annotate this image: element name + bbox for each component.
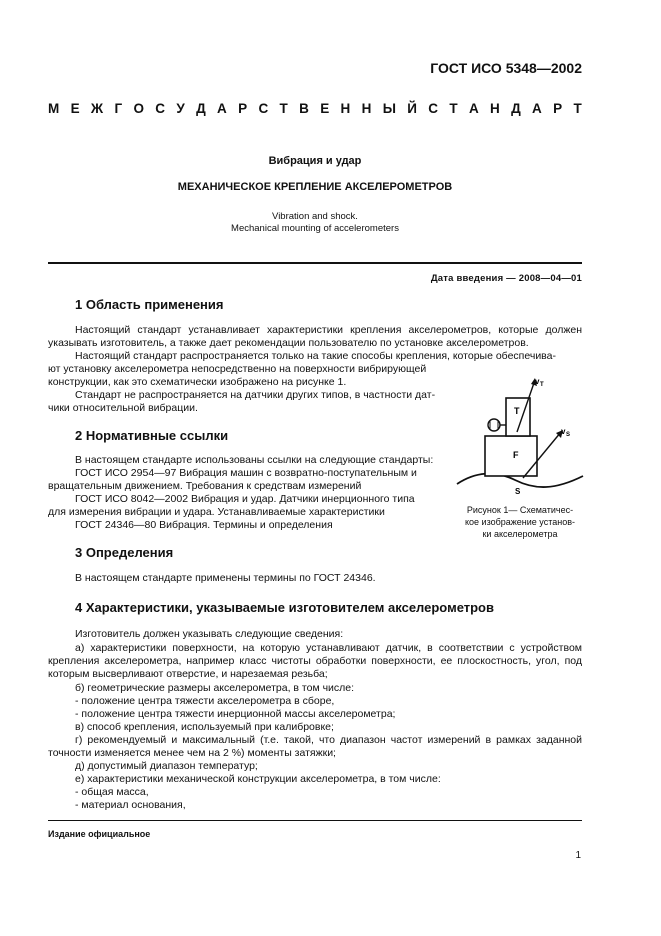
section3-line1: В настоящем стандарте применены термины по ГОСТ 24346. — [75, 572, 376, 584]
official-edition-note: Издание официальное — [48, 829, 151, 839]
interstate-letter: Г — [114, 101, 123, 116]
figure-caption-line1: Рисунок 1— Схематичес- — [466, 505, 574, 515]
label-vT-sub: T — [540, 382, 544, 388]
section2-line4: ГОСТ ИСО 8042—2002 Вибрация и удар. Датчики инерционного типа — [75, 493, 415, 505]
figure-caption-line2: кое изображение установ- — [465, 517, 575, 527]
section1-para1: Настоящий стандарт устанавливает характеристики крепления акселерометров, которые должен указывать изготовитель, а также дает рекомендации пользователю по установке акселерометров. — [48, 324, 582, 350]
interstate-letter: О — [133, 101, 144, 116]
top-divider — [48, 262, 582, 264]
interstate-letter: Ж — [90, 101, 104, 116]
page-number: 1 — [575, 850, 581, 861]
section1-para2-line2: ют установку акселерометра непосредственно на поверхности вибрирующей — [48, 363, 427, 375]
bottom-divider — [48, 820, 582, 821]
section1-para3-line1: Стандарт не распространяется на датчики других типов, в частности дат- — [75, 389, 436, 401]
section4-item-b1: - положение центра тяжести акселерометра в сборе, — [75, 695, 335, 707]
interstate-letter: М — [48, 101, 60, 116]
section4-item-a: а) характеристики поверхности, на которую устанавливают датчик, в соответствии с устройством крепления акселерометра, например класс чистоты обработки поверхности, ее плоскостность, угол, под которым высверливают отверстие, и нарезаемая резьба; — [48, 642, 582, 681]
figure-caption-line3: ки акселерометра — [482, 529, 558, 539]
label-vS: v — [561, 427, 566, 436]
section2-line1: В настоящем стандарте использованы ссылки на следующие стандарты: — [75, 454, 434, 466]
interstate-letter: Н — [361, 101, 372, 116]
section4-item-b: б) геометрические размеры акселерометра, в том числе: — [75, 682, 355, 694]
section1-heading: 1 Область применения — [75, 297, 224, 312]
section2-line6: ГОСТ 24346—80 Вибрация. Термины и определения — [75, 519, 333, 531]
section2-line5: для измерения вибрации и удара. Устанавливаемые характеристики — [48, 506, 385, 518]
interstate-letter: Т — [449, 101, 458, 116]
section2-heading: 2 Нормативные ссылки — [75, 428, 229, 443]
interstate-letter: С — [258, 101, 269, 116]
section4-item-f2: - материал основания, — [75, 799, 186, 811]
interstate-letter: Д — [196, 101, 206, 116]
section3-heading: 3 Определения — [75, 545, 174, 560]
label-vT: v — [535, 377, 540, 386]
standard-subject: Вибрация и удар — [268, 155, 362, 167]
interstate-letter: С — [155, 101, 166, 116]
interstate-standard-heading — [48, 101, 582, 116]
label-S: S — [515, 487, 521, 496]
interstate-letter: Е — [320, 101, 330, 116]
section2-line3: вращательным движением. Требования к средствам измерений — [48, 480, 362, 492]
interstate-letter: А — [532, 101, 542, 116]
section2-line2: ГОСТ ИСО 2954—97 Вибрация машин с возвратно-поступательным и — [75, 467, 417, 479]
interstate-letter: Ы — [382, 101, 396, 116]
interstate-letter: Н — [340, 101, 351, 116]
section4-item-d: г) рекомендуемый и максимальный (т.е. такой, что диапазон частот измерений в рамках заданной точности изменяется менее чем на 2 %) моменты затяжки; — [48, 734, 582, 760]
interstate-letter: С — [428, 101, 439, 116]
interstate-letter: Т — [279, 101, 288, 116]
introduction-date: Дата введения — 2008—04—01 — [430, 273, 582, 284]
interstate-letter: Н — [490, 101, 500, 116]
interstate-letter: Й — [407, 101, 417, 116]
interstate-letter: Е — [70, 101, 80, 116]
section4-item-f: е) характеристики механической конструкции акселерометра, в том числе: — [75, 773, 441, 785]
document-code: ГОСТ ИСО 5348—2002 — [430, 60, 582, 76]
standard-title: МЕХАНИЧЕСКОЕ КРЕПЛЕНИЕ АКСЕЛЕРОМЕТРОВ — [177, 181, 453, 193]
interstate-letter: А — [217, 101, 227, 116]
label-F: F — [513, 450, 519, 460]
section4-item-c: в) способ крепления, используемый при калибровке; — [75, 721, 334, 733]
interstate-letter: У — [176, 101, 185, 116]
interstate-letter: А — [468, 101, 479, 116]
english-title-line2: Mechanical mounting of accelerometers — [231, 223, 399, 234]
interstate-letter: Р — [238, 101, 248, 116]
label-T: T — [514, 406, 520, 416]
section4-heading: 4 Характеристики, указываемые изготовителем акселерометров — [75, 600, 494, 615]
interstate-letter: Д — [511, 101, 521, 116]
figure-caption — [455, 504, 585, 540]
label-vS-sub: S — [566, 432, 571, 438]
interstate-letter: В — [299, 101, 309, 116]
accelerometer-mounting-figure — [455, 372, 585, 502]
section4-item-e: д) допустимый диапазон температур; — [75, 760, 258, 772]
section4-item-b2: - положение центра тяжести инерционной массы акселерометра; — [75, 708, 396, 720]
section1-para3-line2: чики относительной вибрации. — [48, 402, 198, 414]
interstate-letter: Р — [553, 101, 563, 116]
section4-intro: Изготовитель должен указывать следующие сведения: — [75, 628, 344, 640]
section1-para2-line3: конструкции, как это схематически изображено на рисунке 1. — [48, 376, 347, 388]
interstate-letter: Т — [573, 101, 582, 116]
section4-item-f1: - общая масса, — [75, 786, 149, 798]
english-title-line1: Vibration and shock. — [272, 211, 358, 222]
section1-para2-line1: Настоящий стандарт распространяется только на такие способы крепления, которые обеспечива- — [75, 350, 556, 362]
